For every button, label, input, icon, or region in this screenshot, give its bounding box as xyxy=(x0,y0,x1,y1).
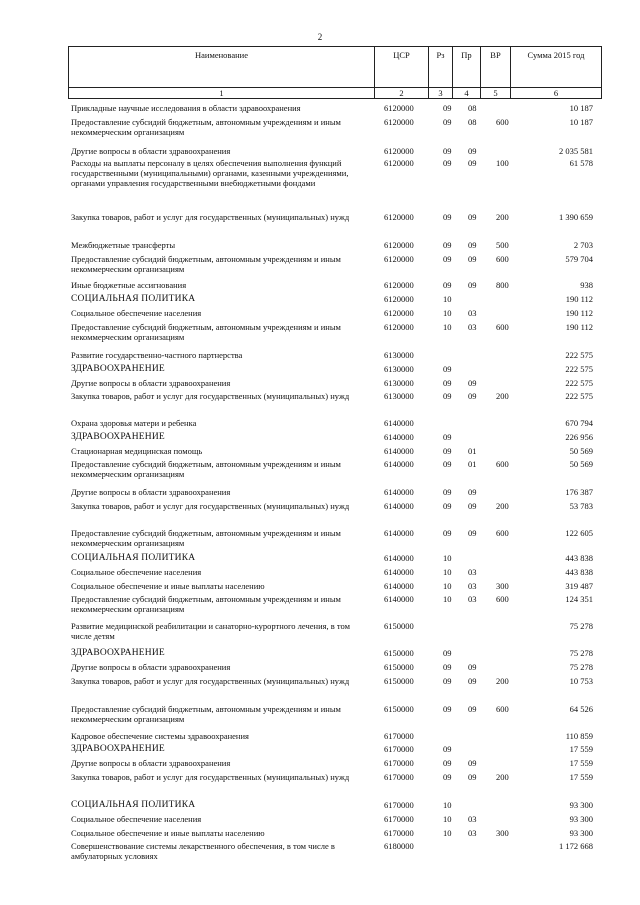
row-rz: 09 xyxy=(443,212,452,222)
row-rz: 09 xyxy=(443,378,452,388)
header-num-pr: 4 xyxy=(453,88,481,99)
row-amount: 64 526 xyxy=(569,704,593,714)
row-vr: 800 xyxy=(496,280,509,290)
row-csr: 6120000 xyxy=(384,308,414,318)
row-name: Прикладные научные исследования в области здравоохранения xyxy=(71,103,301,113)
row-rz: 09 xyxy=(443,391,452,401)
row-pr: 08 xyxy=(468,103,477,113)
row-pr: 09 xyxy=(468,391,477,401)
header-pr: Пр xyxy=(453,47,481,88)
row-name: Закупка товаров, работ и услуг для государственных (муниципальных) нужд xyxy=(71,676,350,686)
row-csr: 6130000 xyxy=(384,391,414,401)
row-rz: 09 xyxy=(443,662,452,672)
row-amount: 222 575 xyxy=(565,378,593,388)
row-pr: 09 xyxy=(468,146,477,156)
row-amount: 226 956 xyxy=(565,432,593,442)
row-name: ЗДРАВООХРАНЕНИЕ xyxy=(71,648,165,658)
row-amount: 75 278 xyxy=(569,648,593,658)
row-amount: 61 578 xyxy=(569,158,593,168)
row-csr: 6170000 xyxy=(384,744,414,754)
row-csr: 6140000 xyxy=(384,487,414,497)
row-csr: 6170000 xyxy=(384,772,414,782)
row-csr: 6140000 xyxy=(384,418,414,428)
row-name: Предоставление субсидий бюджетным, автономным учреждениям и иным некоммерческим организациям xyxy=(71,528,341,548)
row-pr: 09 xyxy=(468,662,477,672)
row-rz: 09 xyxy=(443,146,452,156)
row-amount: 222 575 xyxy=(565,391,593,401)
row-name: Другие вопросы в области здравоохранения xyxy=(71,662,231,672)
row-csr: 6140000 xyxy=(384,594,414,604)
row-pr: 03 xyxy=(468,567,477,577)
row-vr: 200 xyxy=(496,676,509,686)
row-name: Закупка товаров, работ и услуг для государственных (муниципальных) нужд xyxy=(71,772,350,782)
row-amount: 222 575 xyxy=(565,350,593,360)
row-amount: 75 278 xyxy=(569,662,593,672)
row-amount: 2 035 581 xyxy=(559,146,593,156)
row-pr: 09 xyxy=(468,501,477,511)
row-name: Расходы на выплаты персоналу в целях обеспечения выполнения функций государственными (муниципальными) органами, казенными учреждениями, органами управления государственными внебюджетными фондами xyxy=(71,158,349,188)
row-name: СОЦИАЛЬНАЯ ПОЛИТИКА xyxy=(71,800,196,810)
row-rz: 09 xyxy=(443,432,452,442)
row-name: Развитие государственно-частного партнерства xyxy=(71,350,243,360)
row-vr: 600 xyxy=(496,594,509,604)
row-name: Предоставление субсидий бюджетным, автономным учреждениям и иным некоммерческим организациям xyxy=(71,594,341,614)
row-csr: 6150000 xyxy=(384,621,414,631)
row-rz: 09 xyxy=(443,446,452,456)
row-name: Иные бюджетные ассигнования xyxy=(71,280,187,290)
row-rz: 09 xyxy=(443,676,452,686)
row-amount: 938 xyxy=(580,280,593,290)
row-name: Совершенствование системы лекарственного обеспечения, в том числе в амбулаторных условиях xyxy=(71,841,335,861)
row-amount: 93 300 xyxy=(569,800,593,810)
row-name: Предоставление субсидий бюджетным, автономным учреждениям и иным некоммерческим организациям xyxy=(71,117,341,137)
row-rz: 09 xyxy=(443,158,452,168)
row-amount: 93 300 xyxy=(569,814,593,824)
row-name: Предоставление субсидий бюджетным, автономным учреждениям и иным некоммерческим организациям xyxy=(71,322,341,342)
row-pr: 09 xyxy=(468,772,477,782)
row-amount: 670 794 xyxy=(565,418,593,428)
row-csr: 6120000 xyxy=(384,280,414,290)
row-csr: 6140000 xyxy=(384,567,414,577)
row-vr: 200 xyxy=(496,501,509,511)
row-name: Межбюджетные трансферты xyxy=(71,240,176,250)
row-amount: 50 569 xyxy=(569,446,593,456)
row-amount: 53 783 xyxy=(569,501,593,511)
header-num-amount: 6 xyxy=(511,88,602,99)
row-vr: 200 xyxy=(496,391,509,401)
row-pr: 09 xyxy=(468,528,477,538)
row-rz: 09 xyxy=(443,648,452,658)
row-rz: 09 xyxy=(443,240,452,250)
row-rz: 09 xyxy=(443,487,452,497)
row-name: Закупка товаров, работ и услуг для государственных (муниципальных) нужд xyxy=(71,391,350,401)
row-name: Стационарная медицинская помощь xyxy=(71,446,203,456)
row-csr: 6150000 xyxy=(384,704,414,714)
row-amount: 579 704 xyxy=(565,254,593,264)
row-csr: 6120000 xyxy=(384,322,414,332)
row-pr: 03 xyxy=(468,581,477,591)
row-csr: 6140000 xyxy=(384,553,414,563)
row-csr: 6130000 xyxy=(384,350,414,360)
row-name: Закупка товаров, работ и услуг для государственных (муниципальных) нужд xyxy=(71,501,350,511)
row-csr: 6140000 xyxy=(384,432,414,442)
row-rz: 10 xyxy=(443,294,452,304)
row-name: Закупка товаров, работ и услуг для государственных (муниципальных) нужд xyxy=(71,212,350,222)
row-amount: 2 703 xyxy=(573,240,593,250)
row-name: Охрана здоровья матери и ребенка xyxy=(71,418,197,428)
row-amount: 190 112 xyxy=(565,322,593,332)
row-csr: 6180000 xyxy=(384,841,414,851)
row-pr: 08 xyxy=(468,117,477,127)
row-rz: 09 xyxy=(443,772,452,782)
row-amount: 10 187 xyxy=(569,103,593,113)
row-name: Другие вопросы в области здравоохранения xyxy=(71,146,231,156)
row-amount: 110 859 xyxy=(565,731,593,741)
row-pr: 03 xyxy=(468,308,477,318)
row-pr: 09 xyxy=(468,487,477,497)
row-vr: 200 xyxy=(496,212,509,222)
row-rz: 09 xyxy=(443,758,452,768)
row-rz: 09 xyxy=(443,254,452,264)
row-rz: 09 xyxy=(443,117,452,127)
row-name: Социальное обеспечение населения xyxy=(71,814,202,824)
row-amount: 443 838 xyxy=(565,567,593,577)
header-rz: Рз xyxy=(429,47,453,88)
row-pr: 09 xyxy=(468,676,477,686)
header-vr: ВР xyxy=(481,47,511,88)
row-vr: 200 xyxy=(496,772,509,782)
row-pr: 09 xyxy=(468,254,477,264)
row-pr: 01 xyxy=(468,446,477,456)
page-number: 2 xyxy=(317,32,323,42)
row-rz: 10 xyxy=(443,594,452,604)
row-csr: 6120000 xyxy=(384,294,414,304)
row-pr: 09 xyxy=(468,758,477,768)
row-rz: 10 xyxy=(443,814,452,824)
row-rz: 09 xyxy=(443,744,452,754)
row-amount: 17 559 xyxy=(569,758,593,768)
row-rz: 10 xyxy=(443,581,452,591)
row-pr: 09 xyxy=(468,280,477,290)
row-name: Предоставление субсидий бюджетным, автономным учреждениям и иным некоммерческим организациям xyxy=(71,704,341,724)
row-csr: 6170000 xyxy=(384,828,414,838)
row-amount: 17 559 xyxy=(569,772,593,782)
row-csr: 6120000 xyxy=(384,117,414,127)
row-name: Другие вопросы в области здравоохранения xyxy=(71,487,231,497)
row-vr: 500 xyxy=(496,240,509,250)
row-rz: 10 xyxy=(443,828,452,838)
row-name: Развитие медицинской реабилитации и санаторно-курортного лечения, в том числе детям xyxy=(71,621,350,641)
row-csr: 6120000 xyxy=(384,146,414,156)
header-amount: Сумма 2015 год xyxy=(511,47,602,88)
row-amount: 10 753 xyxy=(569,676,593,686)
row-amount: 190 112 xyxy=(565,294,593,304)
row-amount: 122 605 xyxy=(565,528,593,538)
row-pr: 09 xyxy=(468,240,477,250)
row-name: Социальное обеспечение и иные выплаты населению xyxy=(71,828,265,838)
row-vr: 300 xyxy=(496,828,509,838)
row-pr: 09 xyxy=(468,212,477,222)
row-pr: 03 xyxy=(468,594,477,604)
row-vr: 600 xyxy=(496,704,509,714)
row-rz: 10 xyxy=(443,322,452,332)
row-pr: 03 xyxy=(468,814,477,824)
header-csr: ЦСР xyxy=(375,47,429,88)
row-csr: 6150000 xyxy=(384,676,414,686)
row-vr: 300 xyxy=(496,581,509,591)
row-rz: 09 xyxy=(443,528,452,538)
row-name: ЗДРАВООХРАНЕНИЕ xyxy=(71,364,165,374)
row-csr: 6140000 xyxy=(384,501,414,511)
row-rz: 10 xyxy=(443,553,452,563)
row-amount: 17 559 xyxy=(569,744,593,754)
row-amount: 176 387 xyxy=(565,487,593,497)
row-amount: 93 300 xyxy=(569,828,593,838)
row-vr: 600 xyxy=(496,528,509,538)
row-name: Предоставление субсидий бюджетным, автономным учреждениям и иным некоммерческим организациям xyxy=(71,459,341,479)
row-name: Кадровое обеспечение системы здравоохранения xyxy=(71,731,249,741)
row-csr: 6170000 xyxy=(384,814,414,824)
row-pr: 09 xyxy=(468,158,477,168)
row-amount: 443 838 xyxy=(565,553,593,563)
row-vr: 600 xyxy=(496,459,509,469)
row-amount: 1 390 659 xyxy=(559,212,593,222)
row-pr: 03 xyxy=(468,828,477,838)
row-name: ЗДРАВООХРАНЕНИЕ xyxy=(71,744,165,754)
row-rz: 10 xyxy=(443,308,452,318)
row-csr: 6120000 xyxy=(384,103,414,113)
row-name: СОЦИАЛЬНАЯ ПОЛИТИКА xyxy=(71,294,196,304)
row-name: Другие вопросы в области здравоохранения xyxy=(71,758,231,768)
row-csr: 6120000 xyxy=(384,240,414,250)
row-name: Социальное обеспечение и иные выплаты населению xyxy=(71,581,265,591)
row-csr: 6140000 xyxy=(384,446,414,456)
row-rz: 09 xyxy=(443,704,452,714)
row-csr: 6170000 xyxy=(384,758,414,768)
row-pr: 09 xyxy=(468,704,477,714)
row-pr: 09 xyxy=(468,378,477,388)
row-name: Социальное обеспечение населения xyxy=(71,308,202,318)
row-csr: 6120000 xyxy=(384,254,414,264)
row-vr: 100 xyxy=(496,158,509,168)
row-csr: 6140000 xyxy=(384,528,414,538)
row-rz: 09 xyxy=(443,364,452,374)
row-vr: 600 xyxy=(496,254,509,264)
row-csr: 6130000 xyxy=(384,364,414,374)
row-csr: 6130000 xyxy=(384,378,414,388)
row-rz: 09 xyxy=(443,280,452,290)
header-num-csr: 2 xyxy=(375,88,429,99)
row-csr: 6120000 xyxy=(384,212,414,222)
row-name: Другие вопросы в области здравоохранения xyxy=(71,378,231,388)
header-num-vr: 5 xyxy=(481,88,511,99)
row-amount: 10 187 xyxy=(569,117,593,127)
row-pr: 01 xyxy=(468,459,477,469)
row-csr: 6150000 xyxy=(384,648,414,658)
row-name: ЗДРАВООХРАНЕНИЕ xyxy=(71,432,165,442)
row-amount: 124 351 xyxy=(565,594,593,604)
row-pr: 03 xyxy=(468,322,477,332)
row-rz: 09 xyxy=(443,103,452,113)
row-csr: 6140000 xyxy=(384,459,414,469)
row-amount: 319 487 xyxy=(565,581,593,591)
row-amount: 190 112 xyxy=(565,308,593,318)
row-vr: 600 xyxy=(496,322,509,332)
row-amount: 222 575 xyxy=(565,364,593,374)
row-amount: 1 172 668 xyxy=(559,841,593,851)
row-rz: 09 xyxy=(443,501,452,511)
row-csr: 6170000 xyxy=(384,800,414,810)
row-csr: 6170000 xyxy=(384,731,414,741)
row-amount: 50 569 xyxy=(569,459,593,469)
row-amount: 75 278 xyxy=(569,621,593,631)
header-num-rz: 3 xyxy=(429,88,453,99)
row-rz: 10 xyxy=(443,800,452,810)
row-csr: 6150000 xyxy=(384,662,414,672)
row-name: СОЦИАЛЬНАЯ ПОЛИТИКА xyxy=(71,553,196,563)
row-csr: 6120000 xyxy=(384,158,414,168)
header-num-name: 1 xyxy=(69,88,375,99)
row-name: Предоставление субсидий бюджетным, автономным учреждениям и иным некоммерческим организациям xyxy=(71,254,341,274)
row-csr: 6140000 xyxy=(384,581,414,591)
header-name: Наименование xyxy=(69,47,375,88)
row-rz: 09 xyxy=(443,459,452,469)
row-name: Социальное обеспечение населения xyxy=(71,567,202,577)
row-rz: 10 xyxy=(443,567,452,577)
row-vr: 600 xyxy=(496,117,509,127)
